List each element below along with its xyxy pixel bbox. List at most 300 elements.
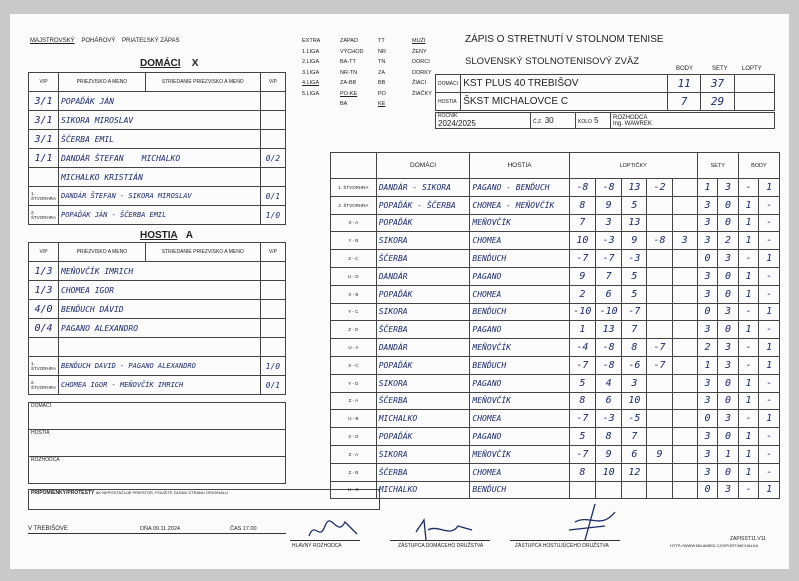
match-set-score: -3 (622, 250, 647, 268)
match-guest: BENĎUCH (470, 356, 569, 374)
sig-line-referee (290, 540, 360, 541)
match-row (331, 481, 780, 499)
match-set-score: 3 (622, 374, 647, 392)
match-body-home: - (738, 481, 759, 499)
match-row (331, 179, 780, 197)
match-set-score: 7 (622, 321, 647, 339)
match-set-score: -7 (569, 356, 595, 374)
player-row (29, 111, 286, 130)
match-sets-guest: 0 (718, 196, 739, 214)
sig-label-referee: HLAVNÝ ROZHODCA (292, 543, 342, 549)
match-set-score: 8 (569, 392, 595, 410)
sig-line-home (390, 540, 490, 541)
match-set-score: 13 (622, 179, 647, 197)
match-set-score: -3 (596, 232, 622, 250)
home-team: KST PLUS 40 TREBIŠOV (461, 75, 668, 93)
doubles-pair: BENĎUCH DAVID - PAGANO ALEXANDRO (59, 357, 261, 376)
match-sets-home: 3 (697, 321, 718, 339)
league-cell: 4.LIGA (302, 80, 320, 86)
player-vp2 (260, 338, 285, 357)
player-vp: 0/4 (29, 319, 59, 338)
match-set-score: 3 (672, 232, 697, 250)
match-body-home: 1 (738, 232, 759, 250)
match-body-guest: 1 (759, 481, 780, 499)
match-code: Y - B (331, 232, 377, 250)
doubles-pair: POPAĎÁK JÁN - ŠČERBA EMIL (59, 206, 261, 225)
match-set-score (672, 214, 697, 232)
doubles-label: 1. ŠTVORHRA (29, 357, 59, 376)
player-row (29, 338, 286, 357)
match-set-score (647, 374, 672, 392)
match-body-home: 1 (738, 463, 759, 481)
match-sets-guest: 2 (718, 232, 739, 250)
player-vp: 1/1 (29, 149, 59, 168)
match-set-score: 8 (596, 428, 622, 446)
match-home: ŠČERBA (376, 463, 470, 481)
match-body-guest: - (759, 285, 780, 303)
match-set-score: -7 (647, 356, 672, 374)
match-body-home: - (738, 303, 759, 321)
match-set-score (672, 428, 697, 446)
matches-col-sety: SETY (697, 153, 738, 179)
match-sets-home: 3 (697, 374, 718, 392)
home-lopty (734, 75, 774, 93)
player-vp: 3/1 (29, 92, 59, 111)
league-cell: NR (378, 48, 386, 55)
match-body-home: 1 (738, 374, 759, 392)
time-cell (230, 526, 257, 532)
match-set-score: 9 (569, 267, 595, 285)
match-row (331, 214, 780, 232)
match-set-score: -6 (622, 356, 647, 374)
league-cell: BA-TT (340, 59, 356, 65)
referee-signature (305, 512, 365, 542)
league-cell: ZA-BB (340, 80, 357, 86)
match-body-home: 1 (738, 445, 759, 463)
player-row (29, 92, 286, 111)
date-value: 09.11.2024 (152, 526, 180, 532)
match-set-score (672, 463, 697, 481)
match-body-home: 1 (738, 267, 759, 285)
match-code: Z - C (331, 250, 377, 268)
match-set-score (647, 285, 672, 303)
cz-cell (531, 113, 576, 129)
match-row (331, 285, 780, 303)
match-home: POPAĎÁK (376, 214, 470, 232)
time-label: ČAS (230, 526, 242, 532)
league-cell: 5.LIGA (302, 90, 320, 97)
kolo-value: 5 (594, 116, 599, 125)
match-set-score (672, 250, 697, 268)
matches-col-domaci: DOMÁCI (376, 153, 470, 179)
league-cell: PO (378, 90, 386, 97)
match-set-score: 6 (596, 285, 622, 303)
guest-section-label: HOSTIA (140, 230, 178, 241)
match-set-score: 4 (596, 374, 622, 392)
referee-cell (611, 113, 775, 129)
league-row (302, 70, 452, 81)
player-name: BENĎUCH DÁVID (61, 304, 124, 314)
lower-hostia-label: HOSTIA (29, 430, 286, 457)
match-set-score: -7 (596, 250, 622, 268)
match-code: Y - C (331, 303, 377, 321)
home-body: 11 (668, 75, 701, 93)
match-guest: PAGANO (470, 267, 569, 285)
league-cell: ZA (378, 69, 386, 76)
player-vp2: 0/2 (260, 149, 285, 168)
matches-col-hostia: HOSTIA (470, 153, 569, 179)
match-body-guest: 1 (759, 250, 780, 268)
match-sets-guest: 3 (718, 179, 739, 197)
match-guest: BENĎUCH (470, 481, 569, 499)
match-guest: MEŇOVČÍK (470, 445, 569, 463)
match-home: ŠČERBA (376, 392, 470, 410)
player-name-cell (59, 149, 261, 168)
match-set-score: 6 (596, 392, 622, 410)
match-set-score (672, 179, 697, 197)
match-row (331, 445, 780, 463)
match-code: Z - A (331, 445, 377, 463)
player-name-cell (59, 111, 261, 130)
competition-priatelsky: PRIATEĽSKÝ ZÁPAS (122, 38, 180, 44)
cz-value: 30 (544, 116, 554, 125)
player-vp2 (260, 319, 285, 338)
match-set-score (647, 321, 672, 339)
match-sets-home: 0 (697, 481, 718, 499)
match-code: 1. ŠTVORHRA (331, 179, 377, 197)
match-body-guest: 1 (759, 179, 780, 197)
match-set-score: 13 (622, 214, 647, 232)
match-set-score (672, 374, 697, 392)
match-body-guest: 1 (759, 410, 780, 428)
guest-section-letter: A (185, 230, 193, 241)
player-name-cell (59, 319, 261, 338)
player-name-cell (59, 262, 261, 281)
cz-label: Č.Z. (533, 119, 543, 125)
competition-poharovy: POHÁROVÝ (81, 38, 116, 44)
federation-name: SLOVENSKÝ STOLNOTENISOVÝ ZVÄZ (465, 56, 640, 67)
match-set-score (647, 250, 672, 268)
match-sets-guest: 0 (718, 392, 739, 410)
match-set-score (672, 339, 697, 357)
match-sets-home: 2 (697, 339, 718, 357)
protest-note: AK NEPOSTAČUJE PRIESTOR, POUŽITE ZADNÚ STRANU ORIGINÁLU (95, 490, 229, 495)
match-set-score: 9 (622, 232, 647, 250)
match-body-home: - (738, 410, 759, 428)
match-body-guest: - (759, 214, 780, 232)
doubles-row (29, 376, 286, 395)
match-sets-guest: 0 (718, 374, 739, 392)
doubles-row (29, 206, 286, 225)
match-set-score: -3 (596, 410, 622, 428)
match-set-score: 7 (596, 267, 622, 285)
league-row (302, 80, 452, 91)
match-set-score (672, 267, 697, 285)
match-home: SIKORA (376, 303, 470, 321)
teams-table (435, 74, 775, 111)
match-home: SIKORA (376, 374, 470, 392)
league-cell: ŽENY (412, 48, 427, 55)
match-code: Z - B (331, 463, 377, 481)
match-set-score: -8 (596, 179, 622, 197)
match-set-score: 5 (569, 374, 595, 392)
player-name-cell (59, 92, 261, 111)
footer-url: HTTP://WWW.MILAMEDI.CZ/SPORT/MICHALKA (670, 543, 759, 548)
match-code: X - B (331, 285, 377, 303)
match-set-score (672, 303, 697, 321)
match-set-score: -5 (622, 410, 647, 428)
match-set-score: 7 (569, 214, 595, 232)
player-vp2 (260, 168, 285, 187)
match-set-score: 3 (596, 214, 622, 232)
player-sub: MICHALKO (141, 153, 181, 163)
match-home: MICHALKO (376, 481, 470, 499)
match-home: DANDÁR (376, 267, 470, 285)
player-name-cell (59, 300, 261, 319)
guest-players-table (28, 242, 286, 395)
match-body-home: - (738, 179, 759, 197)
match-sets-home: 3 (697, 196, 718, 214)
match-set-score (569, 481, 595, 499)
match-set-score (672, 392, 697, 410)
match-guest: PAGANO (470, 374, 569, 392)
player-name-cell (59, 338, 261, 357)
match-set-score: 13 (596, 321, 622, 339)
league-cell: VÝCHOD (340, 48, 364, 55)
match-set-score: -2 (647, 179, 672, 197)
match-body-guest: - (759, 428, 780, 446)
player-name-cell (59, 130, 261, 149)
player-vp2 (260, 281, 285, 300)
match-set-score (647, 267, 672, 285)
match-set-score: 5 (622, 196, 647, 214)
league-cell: TN (378, 59, 386, 65)
match-set-score: -7 (622, 303, 647, 321)
match-row (331, 232, 780, 250)
match-code: X - C (331, 356, 377, 374)
match-body-guest: 1 (759, 356, 780, 374)
match-sets-guest: 3 (718, 481, 739, 499)
match-row (331, 267, 780, 285)
match-set-score (647, 303, 672, 321)
match-sets-guest: 3 (718, 250, 739, 268)
match-set-score: -10 (596, 303, 622, 321)
match-row (331, 374, 780, 392)
match-guest: CHOMEA (470, 463, 569, 481)
player-vp (29, 168, 59, 187)
match-set-score: 10 (569, 232, 595, 250)
match-body-guest: - (759, 392, 780, 410)
match-sets-guest: 0 (718, 321, 739, 339)
guest-body: 7 (668, 93, 701, 111)
match-sets-guest: 3 (718, 356, 739, 374)
date-cell (140, 526, 180, 532)
match-guest: MEŇOVČÍK (470, 214, 569, 232)
referee-name: Ing. WAWREK (613, 120, 652, 127)
guest-col-sub: STRIEDANIE PRIEZVISKO A MENO (145, 243, 260, 262)
match-body-guest: - (759, 196, 780, 214)
match-home: POPAĎÁK (376, 285, 470, 303)
match-set-score: 9 (596, 445, 622, 463)
league-cell: PO-KE (340, 90, 358, 97)
league-cell: ŽIAČKY (412, 90, 432, 97)
league-cell: DORKY (412, 69, 432, 76)
match-code: U - D (331, 267, 377, 285)
match-set-score: 7 (622, 428, 647, 446)
match-set-score: 8 (569, 196, 595, 214)
player-name: MICHALKO KRISTIÁN (61, 172, 143, 182)
home-col-vp: V/P (29, 73, 59, 92)
match-set-score (647, 392, 672, 410)
match-sets-home: 0 (697, 250, 718, 268)
matches-corner (331, 153, 377, 179)
league-grid (302, 38, 452, 112)
kolo-cell (576, 113, 611, 129)
player-name-cell (59, 168, 261, 187)
match-home: ŠČERBA (376, 321, 470, 339)
match-sets-guest: 3 (718, 303, 739, 321)
guest-lopty (734, 93, 774, 111)
league-cell: 1.LIGA (302, 48, 320, 55)
match-body-home: - (738, 356, 759, 374)
match-set-score: 12 (622, 463, 647, 481)
competition-majstrovsky: MAJSTROVSKÝ (30, 38, 75, 44)
match-body-home: 1 (738, 214, 759, 232)
match-sets-home: 3 (697, 214, 718, 232)
match-sets-guest: 0 (718, 428, 739, 446)
player-vp: 1/3 (29, 262, 59, 281)
home-col-name: PRIEZVISKO A MENO (59, 73, 146, 92)
matches-col-lopticky: LOPTIČKY (569, 153, 697, 179)
match-sets-guest: 0 (718, 463, 739, 481)
match-code: Z - A (331, 392, 377, 410)
player-name: MEŇOVČÍK IMRICH (61, 266, 134, 276)
match-sets-guest: 3 (718, 339, 739, 357)
match-sets-home: 3 (697, 463, 718, 481)
match-set-score: -10 (569, 303, 595, 321)
lower-domaci-label: DOMÁCI (29, 403, 286, 430)
match-home: DANDÁR (376, 339, 470, 357)
match-set-score: -8 (596, 356, 622, 374)
match-body-guest: - (759, 374, 780, 392)
guest-label: HOSTIA (436, 93, 461, 111)
match-sets-guest: 0 (718, 214, 739, 232)
season-label: ROČNÍK (438, 113, 458, 119)
sheet-title: ZÁPIS O STRETNUTÍ V STOLNOM TENISE (465, 34, 664, 45)
match-body-guest: 1 (759, 303, 780, 321)
match-set-score: -8 (596, 339, 622, 357)
col-lopty-label: LOPTY (742, 66, 762, 72)
player-vp2 (260, 262, 285, 281)
match-body-guest: - (759, 463, 780, 481)
match-body-home: 1 (738, 196, 759, 214)
league-cell: BA (340, 101, 348, 107)
player-name: CHOMEA IGOR (61, 285, 114, 295)
match-set-score: 6 (622, 445, 647, 463)
match-sets-home: 3 (697, 445, 718, 463)
match-guest: CHOMEA (470, 232, 569, 250)
place-date (28, 526, 68, 532)
match-set-score: 10 (622, 392, 647, 410)
match-sets-home: 1 (697, 356, 718, 374)
match-set-score: -4 (569, 339, 595, 357)
season-cell (436, 113, 531, 129)
match-guest: PAGANO - BENĎUCH (470, 179, 569, 197)
player-name-cell (59, 281, 261, 300)
season-table (435, 112, 775, 129)
player-vp: 1/3 (29, 281, 59, 300)
match-body-home: 1 (738, 285, 759, 303)
score-sheet (10, 14, 789, 569)
match-set-score (672, 410, 697, 428)
match-set-score (672, 445, 697, 463)
match-set-score (672, 196, 697, 214)
league-cell: TT (378, 38, 385, 44)
match-code: 2. ŠTVORHRA (331, 196, 377, 214)
match-set-score: 5 (622, 285, 647, 303)
league-row (302, 59, 452, 70)
match-set-score: -8 (569, 179, 595, 197)
home-section-label: DOMÁCI (140, 58, 181, 69)
match-row (331, 463, 780, 481)
match-sets-guest: 1 (718, 445, 739, 463)
match-sets-home: 0 (697, 303, 718, 321)
matches-col-body: BODY (738, 153, 779, 179)
match-code: U - A (331, 339, 377, 357)
match-set-score: 8 (622, 339, 647, 357)
player-name: ŠČERBA EMIL (61, 134, 114, 144)
guest-col-vp2: V/P (260, 243, 285, 262)
player-row (29, 168, 286, 187)
league-row (302, 49, 452, 60)
guest-col-vp: V/P (29, 243, 59, 262)
match-row (331, 321, 780, 339)
match-set-score: 9 (596, 196, 622, 214)
match-body-guest: 1 (759, 339, 780, 357)
home-label: DOMÁCI (436, 75, 461, 93)
doubles-vp: 1/0 (260, 206, 285, 225)
match-body-home: 1 (738, 428, 759, 446)
match-set-score (672, 356, 697, 374)
match-sets-home: 3 (697, 285, 718, 303)
match-row (331, 428, 780, 446)
match-row (331, 303, 780, 321)
home-players-table (28, 72, 286, 225)
match-sets-home: 3 (697, 232, 718, 250)
match-set-score (672, 321, 697, 339)
match-guest: MEŇOVČÍK (470, 392, 569, 410)
home-col-vp2: V/P (260, 73, 285, 92)
sig-label-home: ZÁSTUPCA DOMÁCEHO DRUŽSTVA (398, 543, 484, 549)
doubles-label: 2. ŠTVORHRA (29, 206, 59, 225)
player-vp: 3/1 (29, 130, 59, 149)
protest-label: PRIPOMIENKY/PROTESTY (31, 490, 95, 496)
match-set-score: -7 (647, 339, 672, 357)
season-value: 2024/2025 (438, 119, 476, 128)
player-name: DANDÁR ŠTEFAN (61, 153, 124, 163)
match-home: POPAĎÁK - ŠČERBA (376, 196, 470, 214)
match-set-score (672, 481, 697, 499)
player-row (29, 130, 286, 149)
match-home: SIKORA (376, 445, 470, 463)
match-set-score: -7 (569, 250, 595, 268)
player-vp: 4/0 (29, 300, 59, 319)
doubles-vp: 0/1 (260, 376, 285, 395)
league-cell: DORCI (412, 59, 430, 65)
match-sets-home: 3 (697, 428, 718, 446)
league-cell: NR-TN (340, 69, 358, 76)
player-vp2 (260, 130, 285, 149)
